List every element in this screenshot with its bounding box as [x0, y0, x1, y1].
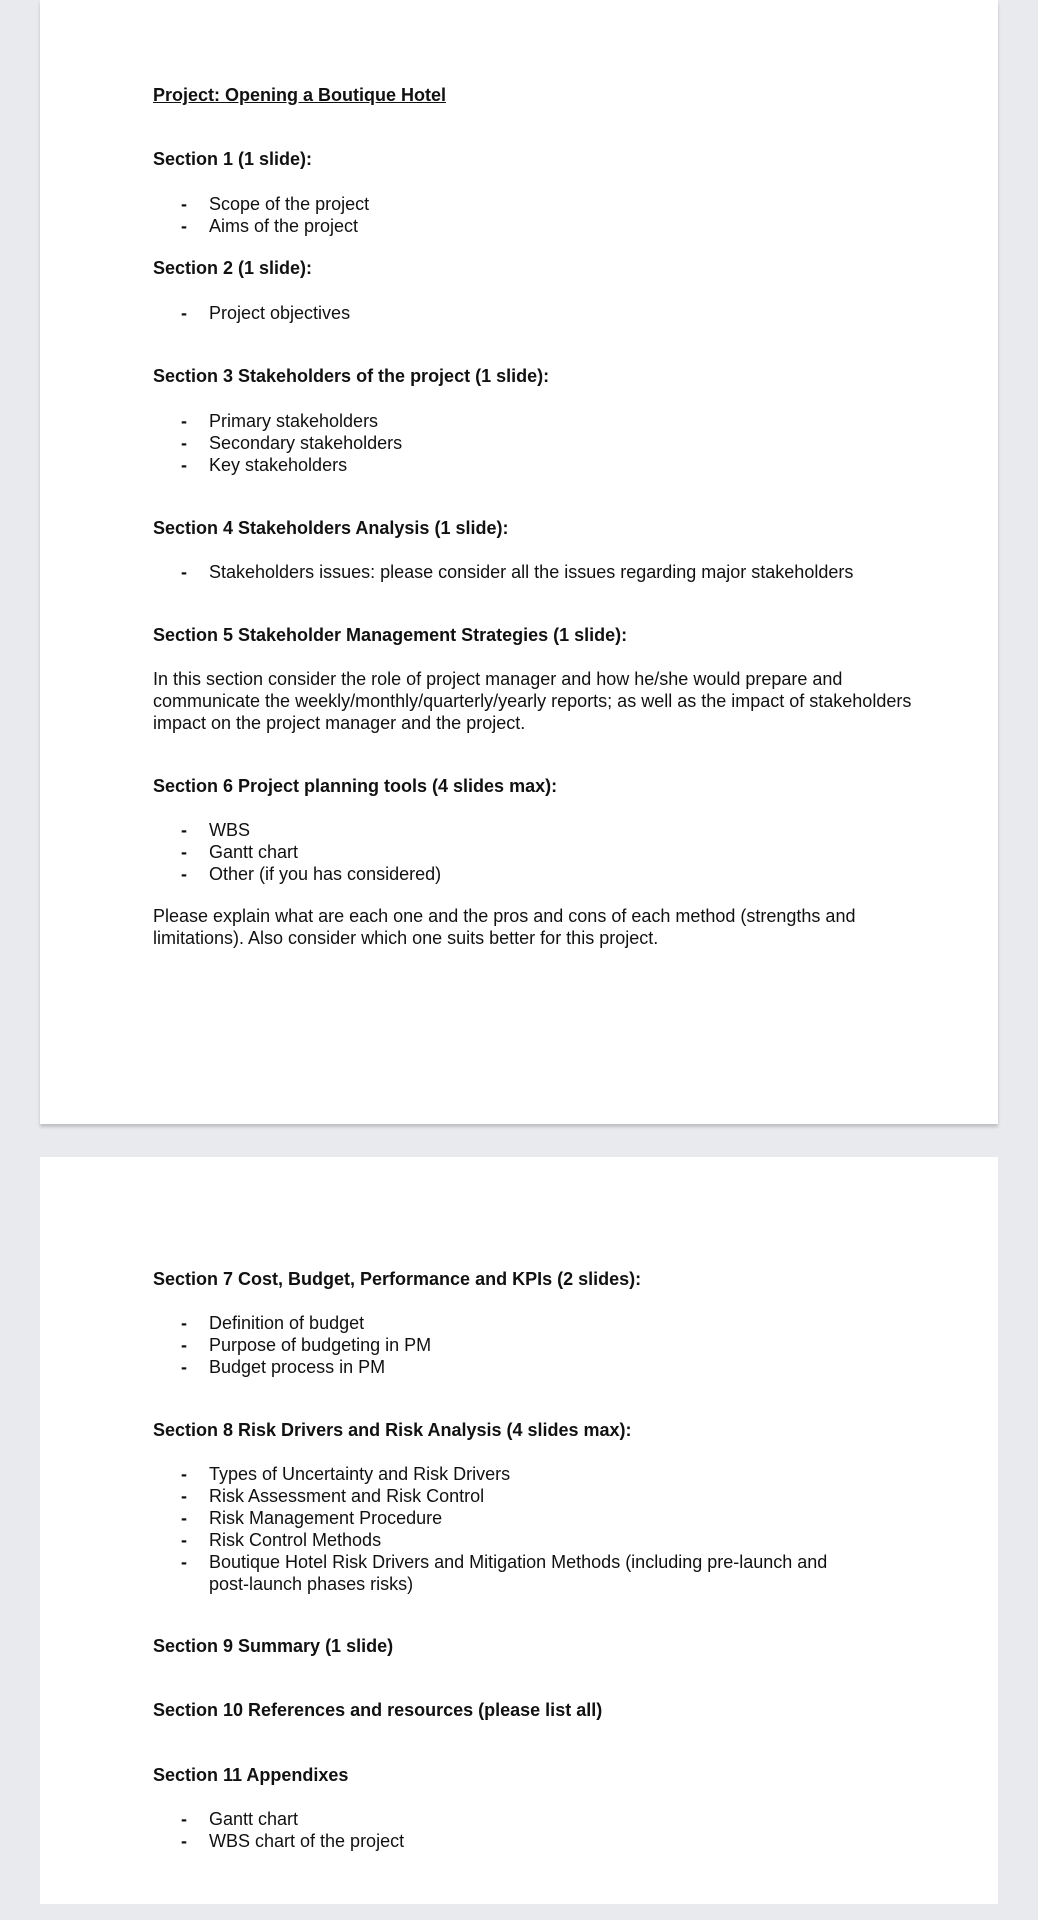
section-1-heading: Section 1 (1 slide): [153, 149, 313, 169]
section-1-list [153, 193, 913, 237]
list-item: - Boutique Hotel Risk Drivers and Mitigation Methods (including pre-launch and post-launch phases risks) [153, 1551, 869, 1595]
list-item: - Stakeholders issues: please consider all the issues regarding major stakeholders [153, 561, 913, 583]
section-5-heading: Section 5 Stakeholder Management Strategies (1 slide): [153, 625, 628, 645]
section-6-paragraph: Please explain what are each one and the pros and cons of each method (strengths and limitations). Also consider which one suits better for this project. [153, 906, 856, 948]
section-6-heading: Section 6 Project planning tools (4 slides max): [153, 776, 558, 796]
list-item: - Aims of the project [153, 215, 913, 237]
list-item: - WBS chart of the project [153, 1830, 913, 1852]
list-item: - Other (if you has considered) [153, 863, 913, 885]
section-7-list [153, 1312, 913, 1378]
section-11-heading: Section 11 Appendixes [153, 1765, 349, 1785]
document-page-2 [40, 1157, 998, 1904]
list-item: - Types of Uncertainty and Risk Drivers [153, 1463, 913, 1485]
list-item: - Key stakeholders [153, 454, 913, 476]
section-3-list [153, 410, 913, 476]
list-item: - Budget process in PM [153, 1356, 913, 1378]
section-3-heading: Section 3 Stakeholders of the project (1 slide): [153, 366, 550, 386]
section-11-list [153, 1808, 913, 1852]
list-item: - Primary stakeholders [153, 410, 913, 432]
section-2-heading: Section 2 (1 slide): [153, 258, 313, 278]
list-item: - WBS [153, 819, 913, 841]
list-item: - Purpose of budgeting in PM [153, 1334, 913, 1356]
section-9-heading: Section 9 Summary (1 slide) [153, 1636, 394, 1656]
list-item: - Scope of the project [153, 193, 913, 215]
document-title: Project: Opening a Boutique Hotel [153, 85, 447, 105]
list-item: - Secondary stakeholders [153, 432, 913, 454]
section-4-heading: Section 4 Stakeholders Analysis (1 slide): [153, 518, 509, 538]
section-2-list [153, 302, 913, 324]
section-7-heading: Section 7 Cost, Budget, Performance and KPIs (2 slides): [153, 1269, 642, 1289]
section-4-list [153, 561, 913, 583]
section-8-heading: Section 8 Risk Drivers and Risk Analysis (4 slides max): [153, 1420, 632, 1440]
list-item: - Risk Management Procedure [153, 1507, 913, 1529]
document-page-1 [40, 0, 998, 1124]
section-8-list [153, 1463, 913, 1595]
list-item: - Gantt chart [153, 841, 913, 863]
list-item: - Risk Control Methods [153, 1529, 913, 1551]
section-10-heading: Section 10 References and resources (please list all) [153, 1700, 603, 1720]
section-5-paragraph: In this section consider the role of project manager and how he/she would prepare and communicate the weekly/monthly/quarterly/yearly reports; as well as the impact of stakeholders impact on the project manager and the project. [153, 669, 912, 733]
list-item: - Definition of budget [153, 1312, 913, 1334]
list-item: - Risk Assessment and Risk Control [153, 1485, 913, 1507]
list-item: - Gantt chart [153, 1808, 913, 1830]
list-item: - Project objectives [153, 302, 913, 324]
section-6-list [153, 819, 913, 885]
